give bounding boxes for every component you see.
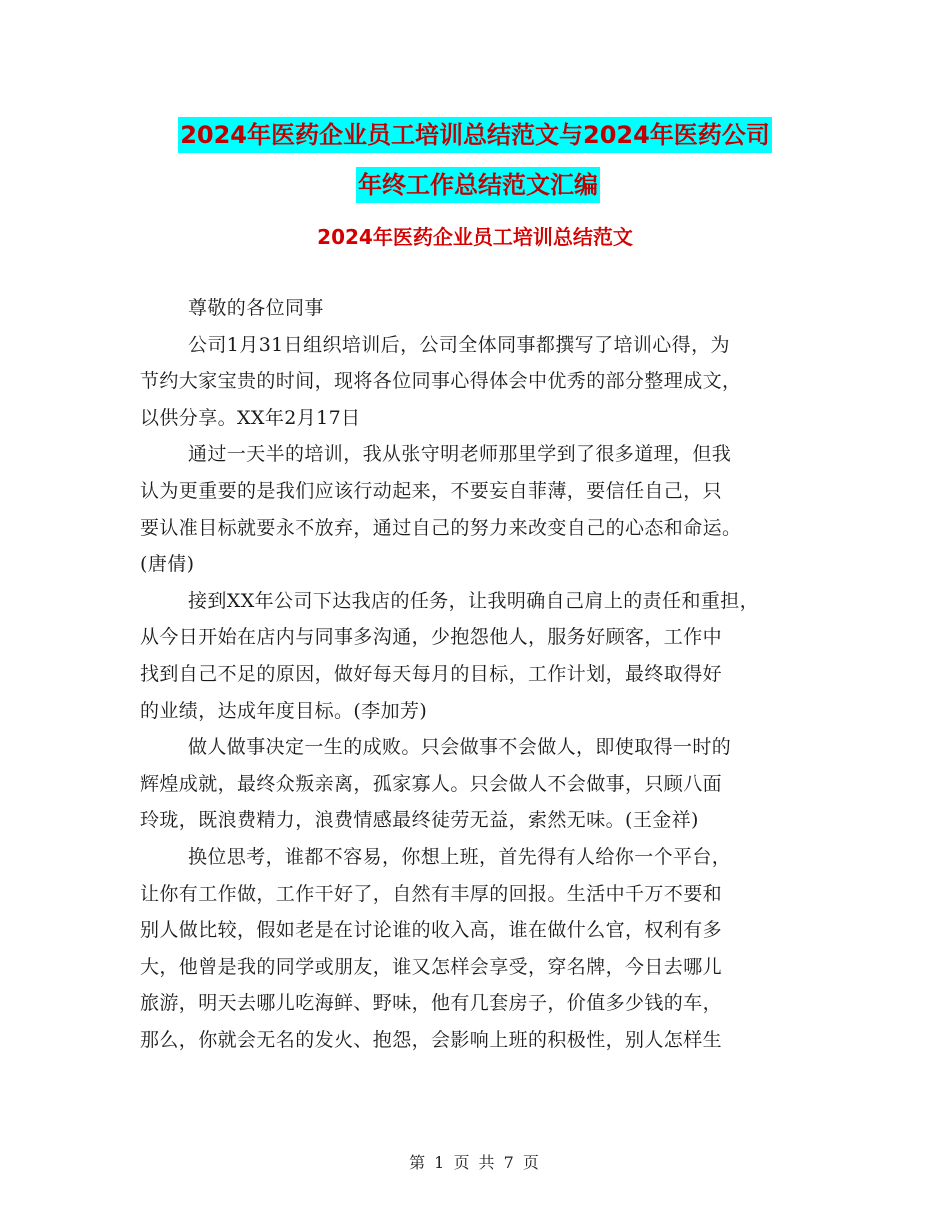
- text-line: 接到XX年公司下达我店的任务，让我明确自己肩上的责任和重担，: [188, 589, 760, 612]
- text-line: 辉煌成就，最终众叛亲离，孤家寡人。只会做人不会做事，只顾八面: [140, 772, 723, 795]
- text-line: 尊敬的各位同事: [188, 297, 324, 319]
- section-heading: 2024年医药企业员工培训总结范文: [317, 225, 633, 249]
- text-line: 找到自己不足的原因，做好每天每月的目标，工作计划，最终取得好: [140, 662, 723, 685]
- text-line: 以供分享。XX年2月17日: [140, 406, 361, 429]
- text-line: 做人做事决定一生的成败。只会做事不会做人，即使取得一时的: [188, 736, 732, 759]
- document-title: [0, 110, 950, 210]
- text-line: 节约大家宝贵的时间，现将各位同事心得体会中优秀的部分整理成文，: [140, 370, 742, 393]
- text-line: 别人做比较，假如老是在讨论谁的收入高，谁在做什么官，权利有多: [140, 919, 723, 942]
- text-line: 那么，你就会无名的发火、抱怨，会影响上班的积极性，别人怎样生: [140, 1028, 723, 1051]
- text-line: 的业绩，达成年度目标。(李加芳): [140, 699, 428, 722]
- page-footer: 第 1 页 共 7 页: [409, 1153, 541, 1172]
- text-line: 玲珑，既浪费精力，浪费情感最终徒劳无益，索然无味。(王金祥): [140, 809, 699, 832]
- text-line: 旅游，明天去哪儿吃海鲜、野味，他有几套房子，价值多少钱的车，: [140, 992, 723, 1015]
- body-text: [140, 290, 820, 1058]
- text-line: 公司1月31日组织培训后，公司全体同事都撰写了培训心得，为: [188, 333, 730, 356]
- text-line: 要认准目标就要永不放弃，通过自己的努力来改变自己的心态和命运。: [140, 516, 742, 539]
- text-line: 通过一天半的培训，我从张守明老师那里学到了很多道理，但我: [188, 443, 732, 466]
- title-line-1: 2024年医药企业员工培训总结范文与2024年医药公司: [178, 117, 772, 153]
- text-line: 换位思考，谁都不容易，你想上班，首先得有人给你一个平台，: [188, 845, 732, 868]
- title-line-2: 年终工作总结范文汇编: [356, 167, 600, 203]
- text-line: 大，他曾是我的同学或朋友，谁又怎样会享受，穿名牌，今日去哪儿: [140, 955, 723, 978]
- text-line: 认为更重要的是我们应该行动起来，不要妄自菲薄，要信任自己，只: [140, 479, 723, 502]
- text-line: (唐倩): [140, 553, 195, 576]
- text-line: 从今日开始在店内与同事多沟通，少抱怨他人，服务好顾客，工作中: [140, 626, 723, 649]
- text-line: 让你有工作做，工作干好了，自然有丰厚的回报。生活中千万不要和: [140, 882, 723, 905]
